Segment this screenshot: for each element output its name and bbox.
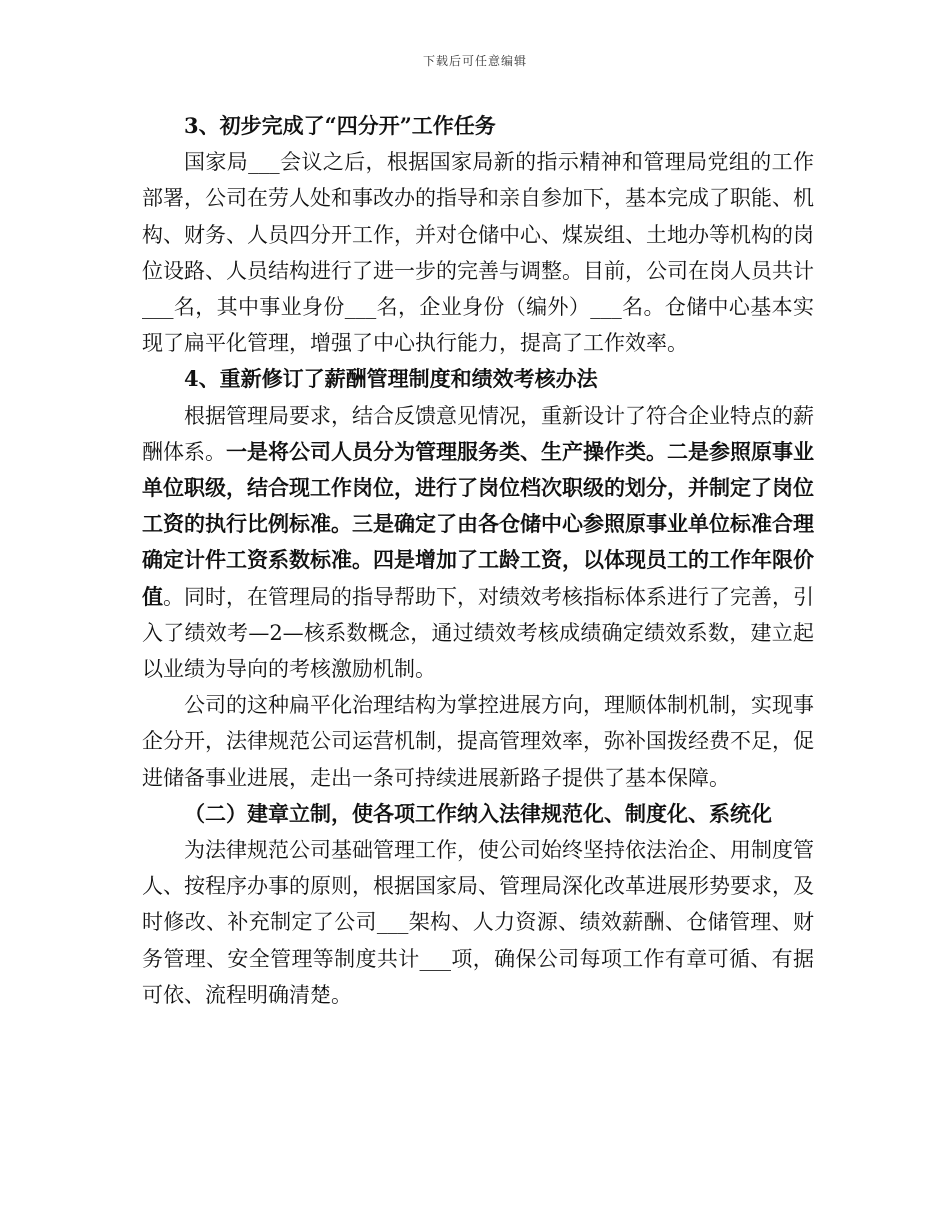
section-4-rest-text: 。同时，在管理局的指导帮助下，对绩效考核指标体系进行了完善，引入了绩效考—2—核系数概念，通过绩效考核成绩确定绩效系数，建立起以业绩为导向的考核激励机制。 (142, 584, 814, 682)
document-body (142, 108, 814, 1013)
section-4-intro-text: 根据管理局要求，结合反馈意见情况，重新设计了符合企业特点的薪酬体系。 (142, 403, 814, 464)
section-4-paragraph (142, 398, 814, 688)
section-3-paragraph: 国家局___会议之后，根据国家局新的指示精神和管理局党组的工作部署，公司在劳人处和事改办的指导和亲自参加下，基本完成了职能、机构、财务、人员四分开工作，并对仓储中心、煤炭组、土地办等机构的岗位设路、人员结构进行了进一步的完善与调整。目前，公司在岗人员共计___名，其中事业身份___名，企业身份（编外）___名。仓储中心基本实现了扁平化管理，增强了中心执行能力，提高了工作效率。 (142, 150, 814, 356)
section-two-heading: （二）建章立制，使各项工作纳入法律规范化、制度化、系统化 (184, 800, 772, 826)
section-4-bold-text: 一是将公司人员分为管理服务类、生产操作类。二是参照原事业单位职级，结合现工作岗位，进行了岗位档次职级的划分，并制定了岗位工资的执行比例标准。三是确定了由各仓储中心参照原事业单位标准合理确定计件工资系数标准。四是增加了工龄工资，以体现员工的工作年限价值 (142, 438, 814, 609)
section-3-heading: 3、初步完成了“四分开”工作任务 (184, 113, 496, 138)
section-two-paragraph: 为法律规范公司基础管理工作，使公司始终坚持依法治企、用制度管人、按程序办事的原则，根据国家局、管理局深化改革进展形势要求，及时修改、补充制定了公司___架构、人力资源、绩效薪酬、仓储管理、财务管理、安全管理等制度共计___项，确保公司每项工作有章可循、有据可依、流程明确清楚。 (142, 838, 814, 1007)
section-4-heading: 4、重新修订了薪酬管理制度和绩效考核办法 (184, 366, 598, 392)
section-4-paragraph-2: 公司的这种扁平化治理结构为掌控进展方向，理顺体制机制，实现事企分开，法律规范公司运营机制，提高管理效率，弥补国拨经费不足，促进储备事业进展，走出一条可持续进展新路子提供了基本保障。 (142, 693, 814, 790)
page-header-note: 下载后可任意编辑 (422, 54, 527, 68)
